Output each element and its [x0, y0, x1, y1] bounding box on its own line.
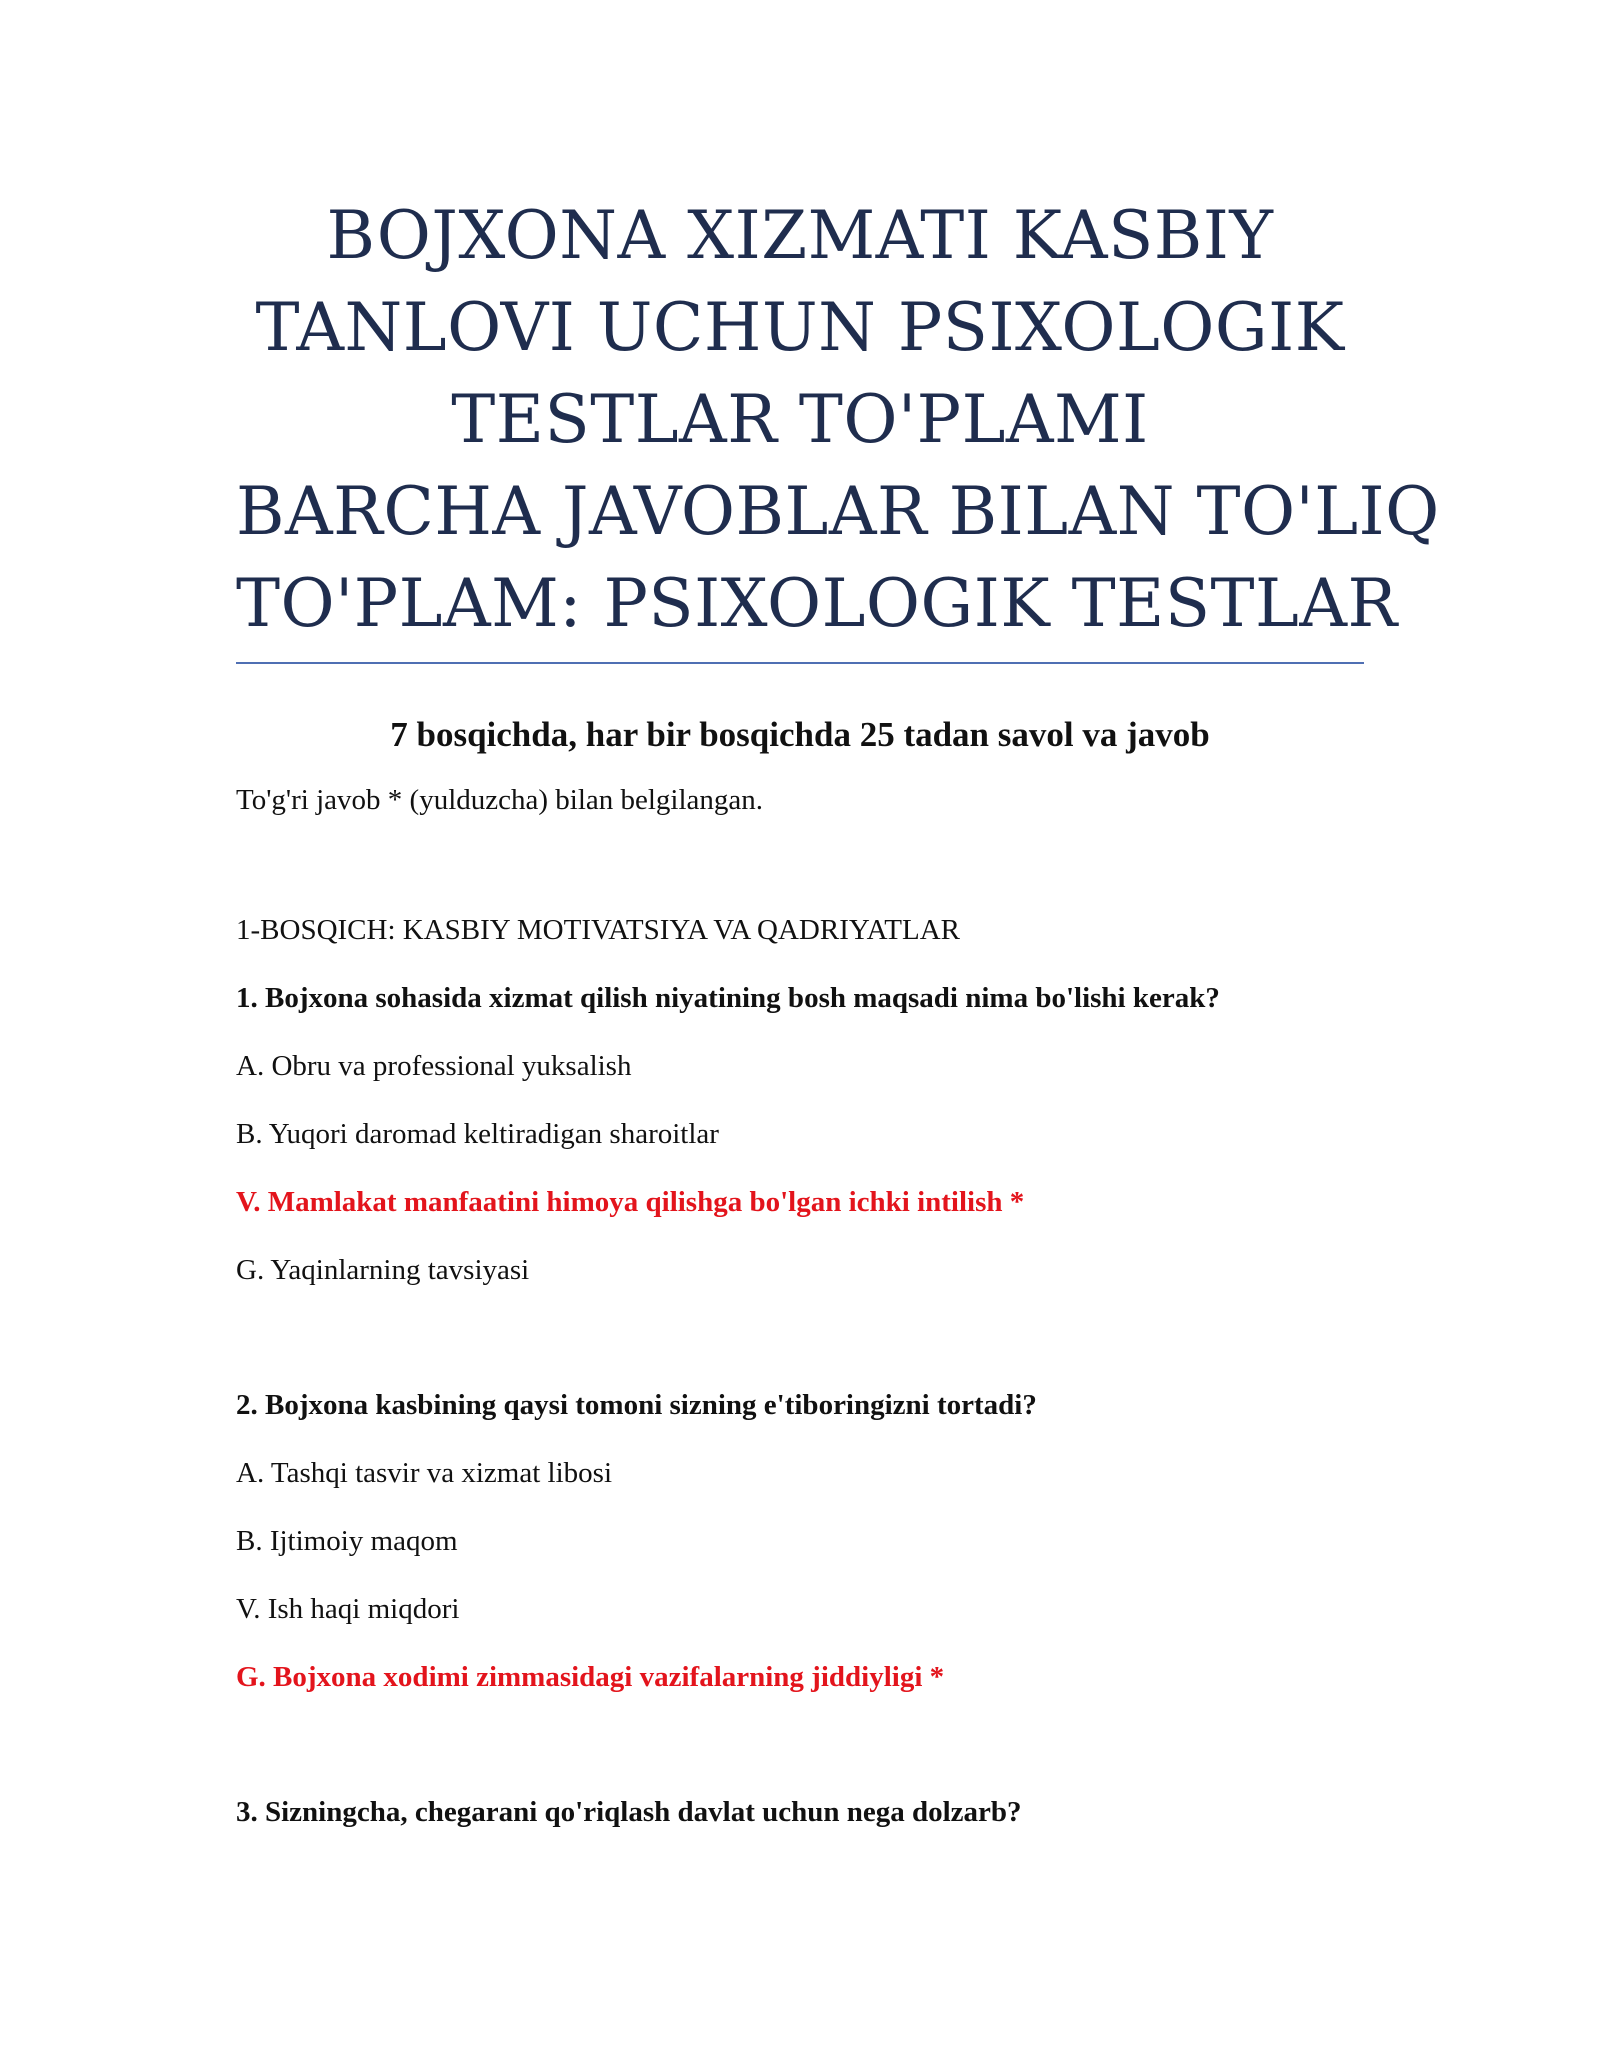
- question-1: 1. Bojxona sohasida xizmat qilish niyatining bosh maqsadi nima bo'lishi kerak?: [236, 982, 1220, 1014]
- title-line: TO'PLAM: PSIXOLOGIK TESTLAR: [236, 565, 1398, 642]
- answer-key-note: To'g'ri javob * (yulduzcha) bilan belgilangan.: [236, 784, 764, 816]
- question-1-option-g: G. Yaqinlarning tavsiyasi: [236, 1254, 530, 1286]
- section-heading: 1-BOSQICH: KASBIY MOTIVATSIYA VA QADRIYATLAR: [236, 914, 961, 946]
- title-line: TANLOVI UCHUN PSIXOLOGIK: [255, 289, 1345, 366]
- question-2: 2. Bojxona kasbining qaysi tomoni sizning e'tiboringizni tortadi?: [236, 1389, 1037, 1421]
- question-2-option-g-correct: G. Bojxona xodimi zimmasidagi vazifalarning jiddiyligi *: [236, 1661, 945, 1693]
- question-2-option-b: B. Ijtimoiy maqom: [236, 1525, 458, 1557]
- document-title: [236, 190, 1440, 664]
- question-1-option-b: B. Yuqori daromad keltiradigan sharoitlar: [236, 1118, 719, 1150]
- question-1-option-v-correct: V. Mamlakat manfaatini himoya qilishga bo'lgan ichki intilish *: [236, 1186, 1025, 1218]
- title-line: BOJXONA XIZMATI KASBIY: [326, 197, 1274, 274]
- question-2-option-v: V. Ish haqi miqdori: [236, 1593, 460, 1625]
- question-3: 3. Sizningcha, chegarani qo'riqlash davlat uchun nega dolzarb?: [236, 1796, 1022, 1828]
- title-line: TESTLAR TO'PLAMI: [451, 381, 1149, 458]
- document-subtitle: 7 bosqichda, har bir bosqichda 25 tadan savol va javob: [390, 715, 1210, 754]
- question-1-option-a: A. Obru va professional yuksalish: [236, 1050, 632, 1082]
- question-2-option-a: A. Tashqi tasvir va xizmat libosi: [236, 1457, 612, 1489]
- document-page: [236, 190, 1440, 1832]
- title-line: BARCHA JAVOBLAR BILAN TO'LIQ: [236, 473, 1440, 550]
